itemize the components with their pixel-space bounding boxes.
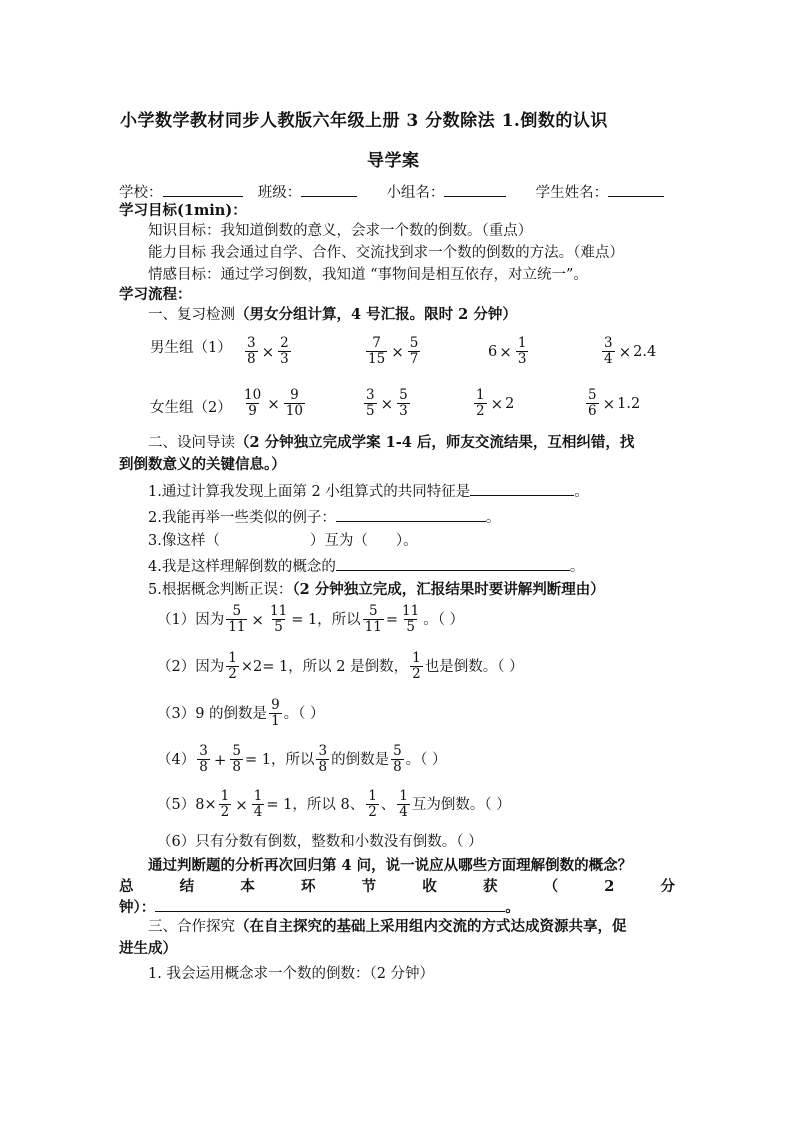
class-blank[interactable] xyxy=(301,182,357,197)
student-label: 学生姓名： xyxy=(535,185,609,201)
guide-q1: 1.通过计算我发现上面第 2 小组算式的共同特征是 。 xyxy=(148,481,589,502)
info-row xyxy=(119,182,664,203)
reflect-prompt: 通过判断题的分析再次回归第 4 问，说一说应从哪些方面理解倒数的概念？ xyxy=(148,857,633,874)
school-label: 学校： xyxy=(119,185,163,201)
girls-expr-4: $\frac{5}{6}$ × 1.2 xyxy=(588,387,641,419)
explore-q1: 1. 我会运用概念求一个数的倒数：（2 分钟） xyxy=(148,966,435,982)
guide-q4: 4.我是这样理解倒数的概念的 。 xyxy=(148,556,584,577)
q1-answer-blank[interactable] xyxy=(470,481,574,496)
student-blank[interactable] xyxy=(608,182,664,197)
guide-q5: 5.根据概念判断正误：（2 分钟独立完成，汇报结果时要讲解判断理由） xyxy=(148,581,605,598)
judge-item-5: （5）8× $\frac{1}{2}$ × $\frac{1}{4}$ = 1，所以 8、 $\frac{1}{2}$ 、 $\frac{1}{4}$ 互为倒数。（ ） xyxy=(157,788,511,820)
judge-item-4: （4） $\frac{3}{8}$ + $\frac{5}{8}$ = 1，所以 $\frac{3}{8}$ 的倒数是 $\frac{5}{8}$ 。（ ） xyxy=(157,743,447,775)
boys-group-label xyxy=(150,338,232,358)
objective-emotion: 情感目标：通过学习倒数，我知道 “事物间是相互依存，对立统一”。 xyxy=(148,267,588,283)
q4-answer-blank[interactable] xyxy=(336,556,570,571)
judge-item-2: （2）因为 $\frac{1}{2}$ ×2= 1，所以 2 是倒数， $\frac{1}{2}$ 也是倒数。（ ） xyxy=(157,650,524,682)
girls-label: 女生组（2） xyxy=(150,400,232,416)
objectives-heading: 学习目标(1min)： xyxy=(119,202,247,219)
girls-expr-2: $\frac{3}{5}$ × $\frac{5}{3}$ xyxy=(366,387,408,419)
review-heading-text: 一、复习检测 xyxy=(148,307,235,323)
boys-expr-2: $\frac{7}{15}$ × $\frac{5}{7}$ xyxy=(368,335,419,367)
process-heading: 学习流程： xyxy=(119,286,192,303)
doc-title-line1: 小学数学教材同步人教版六年级上册 3 分数除法 1.倒数的认识 xyxy=(120,111,608,131)
guide-q3: 3.像这样（ ）互为（ ）。 xyxy=(148,533,418,549)
summary-line: 钟）： 。 xyxy=(119,899,520,916)
girls-expr-1: $\frac{10}{9}$ × $\frac{9}{10}$ xyxy=(244,387,303,419)
summary-row: 总 结 本 环 节 收 获 （ 2 分 xyxy=(119,878,675,895)
school-blank[interactable] xyxy=(163,182,243,197)
boys-expr-3: 6 × $\frac{1}{3}$ xyxy=(488,335,527,367)
review-heading-note: （男女分组计算，4 号汇报。限时 2 分钟） xyxy=(235,306,517,323)
class-label: 班级： xyxy=(257,185,302,201)
objective-knowledge: 知识目标：我知道倒数的意义，会求一个数的倒数。（重点） xyxy=(148,223,533,239)
q2-answer-blank[interactable] xyxy=(336,507,486,522)
summary-blank[interactable] xyxy=(155,897,505,912)
judge-item-6: （6）只有分数有倒数，整数和小数没有倒数。（ ） xyxy=(157,834,483,850)
doc-title-line2: 导学案 xyxy=(367,151,420,171)
guide-heading-text: 二、设问导读 xyxy=(148,435,235,451)
explore-heading: 三、合作探究（在自主探究的基础上采用组内交流的方式达成资源共享，促 xyxy=(148,918,627,935)
guide-heading-note-cont: 到倒数意义的关键信息。） xyxy=(119,456,286,473)
objective-ability: 能力目标 我会通过自学、合作、交流找到求一个数的倒数的方法。（难点） xyxy=(148,245,624,261)
guide-heading xyxy=(148,433,634,453)
group-label: 小组名： xyxy=(386,185,445,201)
boys-expr-1: $\frac{3}{8}$ × $\frac{2}{3}$ xyxy=(247,335,289,367)
girls-expr-3: $\frac{1}{2}$ × 2 xyxy=(476,387,515,419)
boys-label: 男生组（1） xyxy=(150,340,232,356)
group-blank[interactable] xyxy=(444,182,506,197)
explore-heading-cont: 进生成） xyxy=(119,940,177,957)
guide-q2: 2.我能再举一些类似的例子： 。 xyxy=(148,507,500,528)
judge-item-1: （1）因为 $\frac{5}{11}$ × $\frac{11}{5}$ = 1，所以 $\frac{5}{11}$ = $\frac{11}{5}$ 。（ ） xyxy=(157,603,465,635)
boys-expr-4: $\frac{3}{4}$ × 2.4 xyxy=(604,335,657,367)
review-heading xyxy=(148,305,517,325)
girls-group-label xyxy=(150,398,232,418)
judge-item-3: （3）9 的倒数是 $\frac{9}{1}$ 。（ ） xyxy=(157,697,325,729)
guide-heading-note: （2 分钟独立完成学案 1-4 后，师友交流结果，互相纠错，找 xyxy=(235,434,635,451)
